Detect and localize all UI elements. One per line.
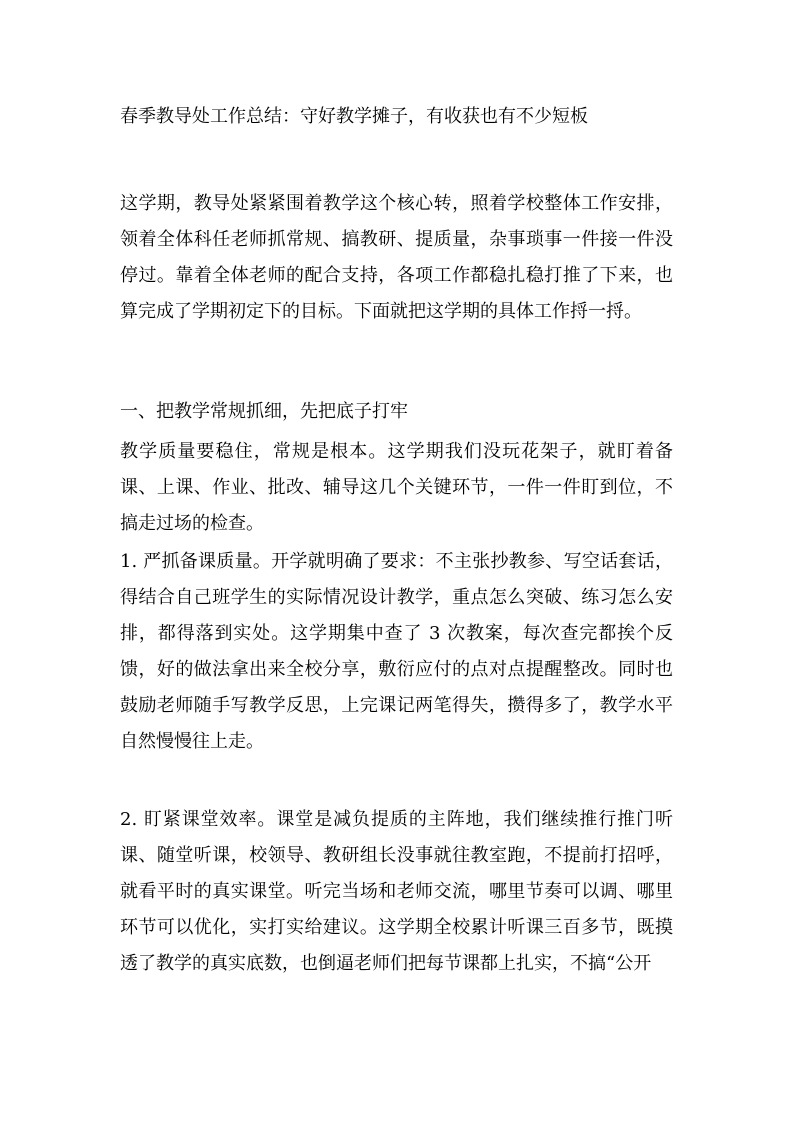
list-item-lesson-prep: 1. 严抓备课质量。开学就明确了要求：不主张抄教参、写空话套话，得结合自己班学生的实际情况设计教学，重点怎么突破、练习怎么安排，都得落到实处。这学期集中查了 3 次教案，每次查完都挨个反馈，好的做法拿出来全校分享，敷衍应付的点对点提醒整改。同时也鼓励老师随手写教学反思，上完课记两笔得失，攒得多了，教学水平自然慢慢往上走。 — [120, 551, 673, 752]
section-heading: 一、把教学常规抓细，先把底子打牢 — [120, 401, 408, 422]
document-title: 春季教导处工作总结：守好教学摊子，有收获也有不少短板 — [120, 106, 588, 127]
list-item-classroom-efficiency: 2. 盯紧课堂效率。课堂是减负提质的主阵地，我们继续推行推门听课、随堂听课，校领导、教研组长没事就往教室跑，不提前打招呼，就看平时的真实课堂。听完当场和老师交流，哪里节奏可以调、哪里环节可以优化，实打实给建议。这学期全校累计听课三百多节，既摸透了教学的真实底数，也倒逼老师们把每节课都上扎实，不搞“公开 — [120, 809, 673, 974]
section-paragraph: 教学质量要稳住，常规是根本。这学期我们没玩花架子，就盯着备课、上课、作业、批改、辅导这几个关键环节，一件一件盯到位，不搞走过场的检查。 — [120, 441, 673, 534]
intro-paragraph: 这学期，教导处紧紧围着教学这个核心转，照着学校整体工作安排，领着全体科任老师抓常规、搞教研、提质量，杂事琐事一件接一件没停过。靠着全体老师的配合支持，各项工作都稳扎稳打推了下来，也算完成了学期初定下的目标。下面就把这学期的具体工作捋一捋。 — [120, 193, 673, 322]
